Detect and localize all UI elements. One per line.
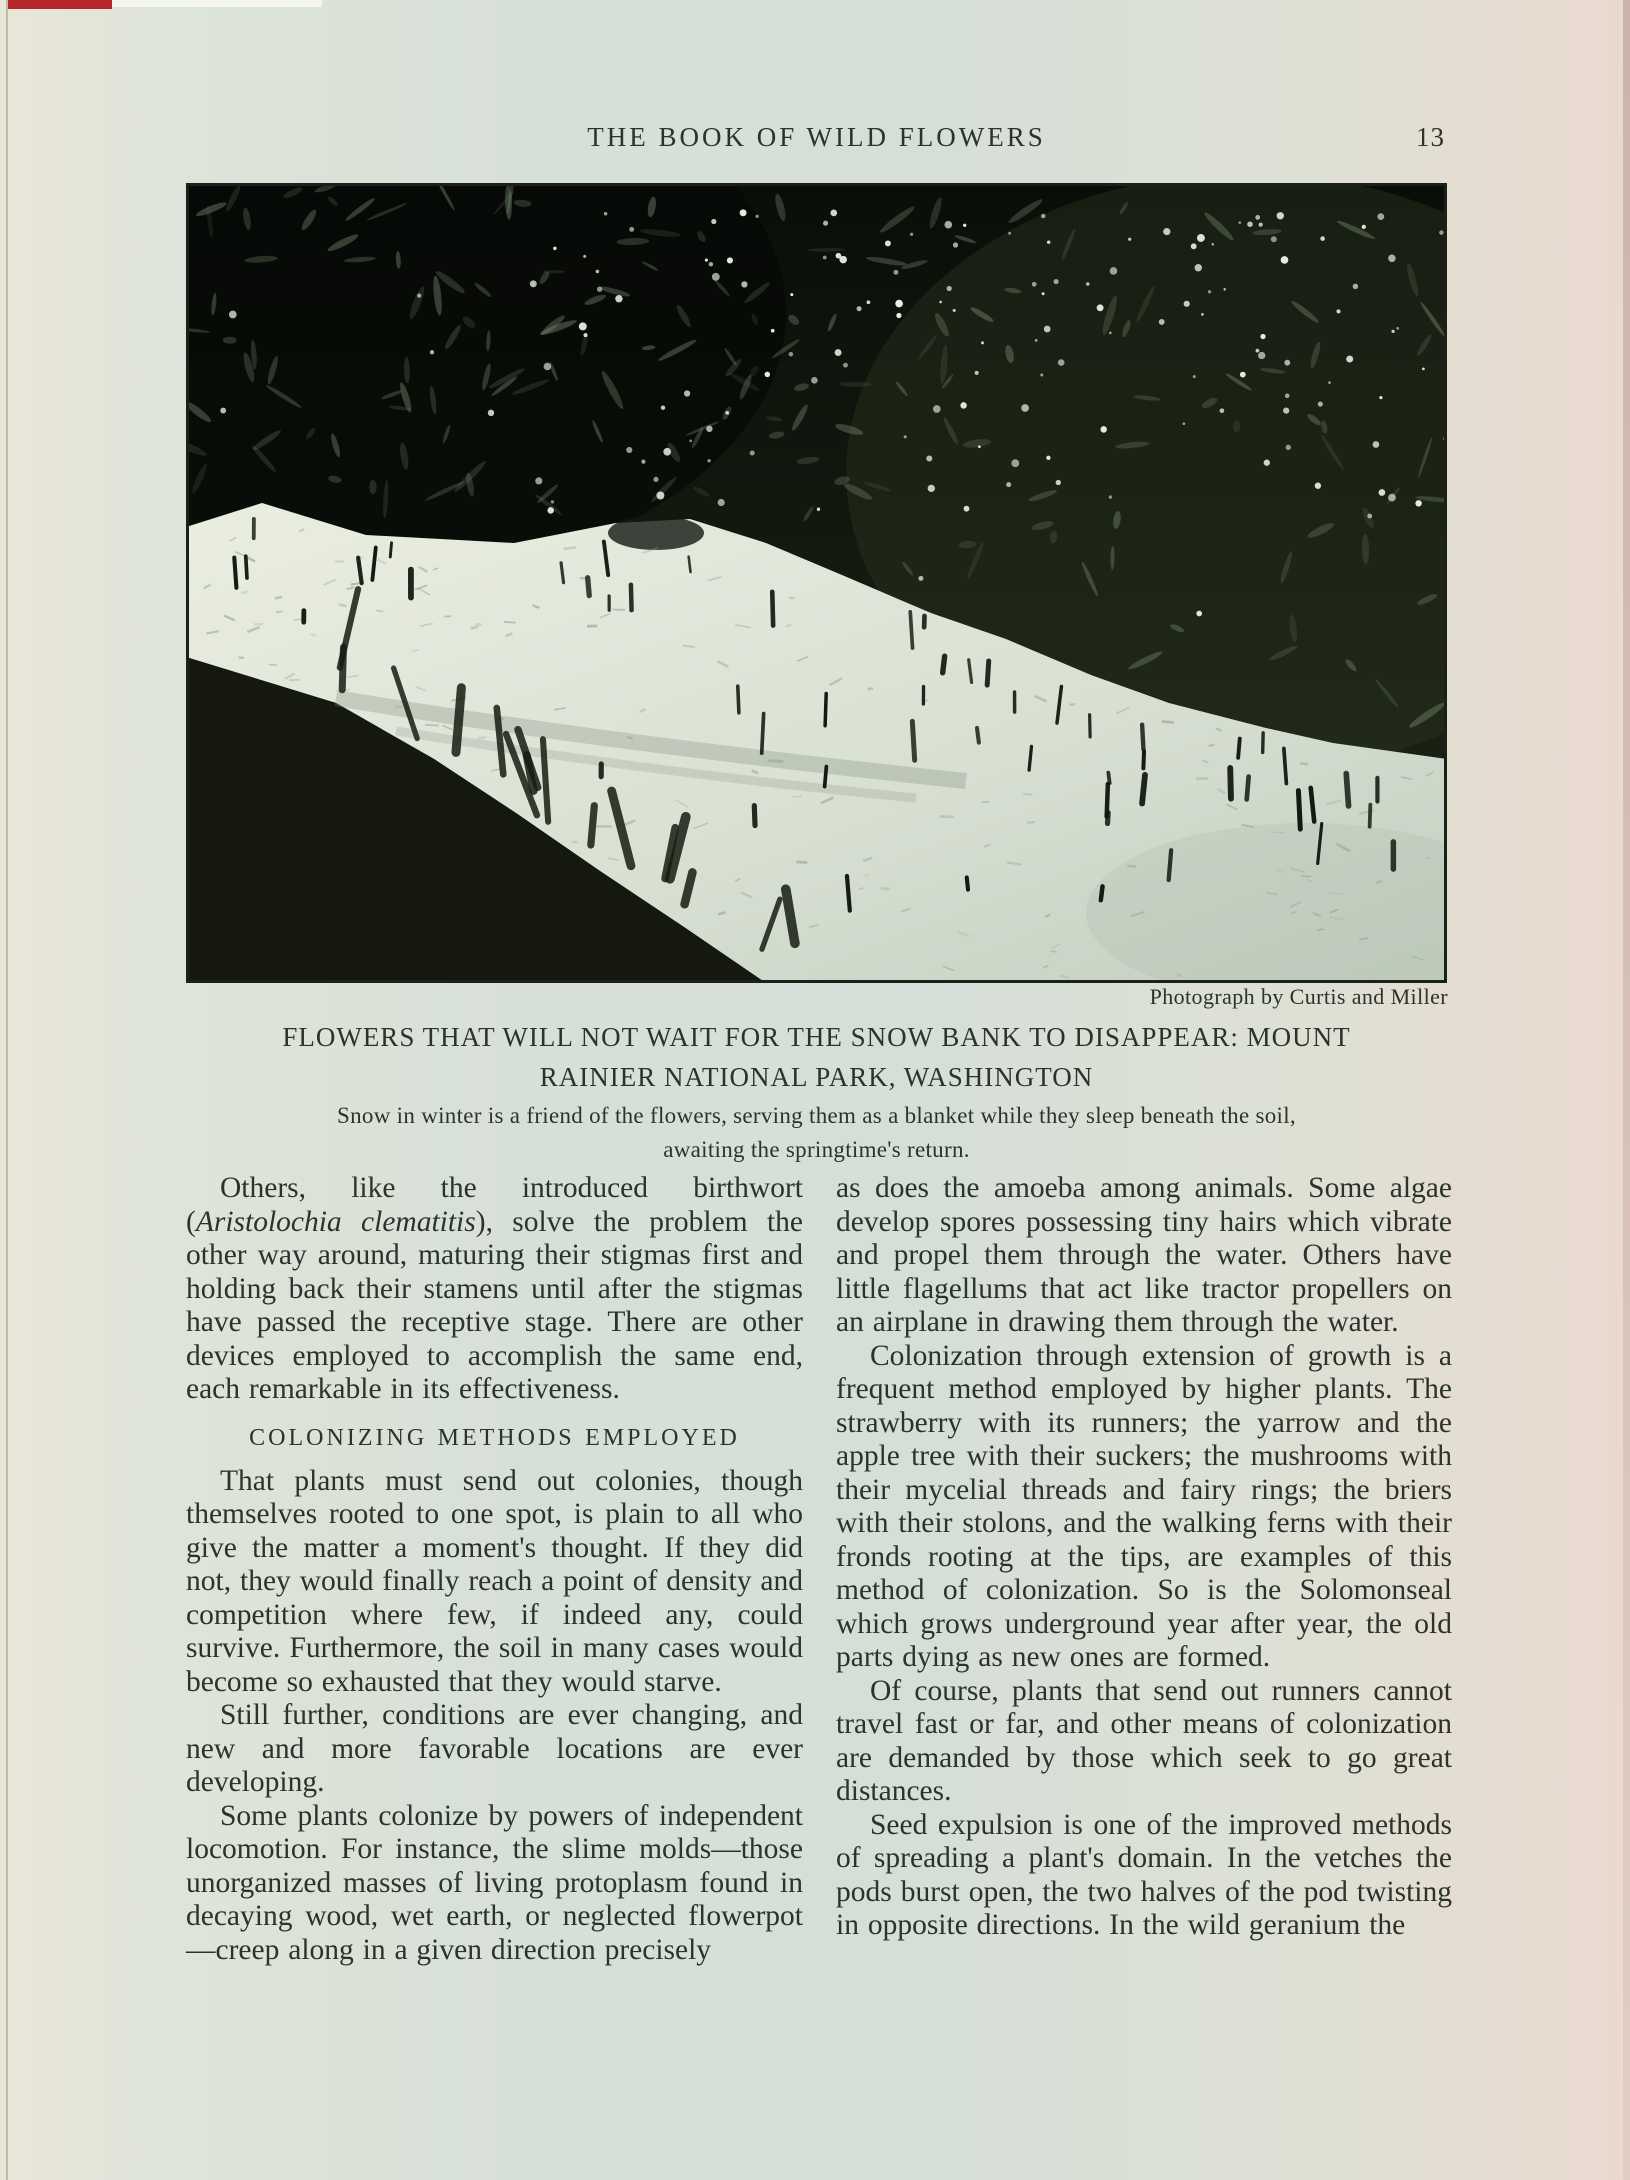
running-head (186, 122, 1447, 162)
paragraph-extension-growth: Colonization through extension of growth is a frequent method employed by higher plants. The strawberry with its runners; the yarrow and the apple tree with their suckers; the mushrooms with their mycelial threads and fairy rings; the briers with their stolons, and the walking ferns with their fronds rooting at the tips, are examples of this method of colonization. So is the Solomonseal which grows underground year after year, the old parts dying as new ones are formed. (836, 1339, 1452, 1673)
paragraph-text: ), solve the problem the other way around, maturing their stigmas first and holding back their stamens until after the stigmas have passed the receptive stage. There are other devices employed to accomplish the same end, each remarkable in its effectiveness. (186, 1205, 804, 1405)
paragraph-text: Others, like the introduced birthwort ( (186, 1172, 803, 1238)
paragraph-colonies: That plants must send out colonies, though themselves rooted to one spot, is plain to all who give the matter a moment's thought. If they did not, they would finally reach a point of density and competition where few, if indeed any, could survive. Furthermore, the soil in many cases would become so exhausted that they would starve. (186, 1464, 803, 1698)
column-left (186, 1172, 803, 1967)
caption-subtitle-line2: awaiting the springtime's return. (663, 1137, 970, 1162)
photo-figure (186, 183, 1447, 983)
paragraph-amoeba: as does the amoeba among animals. Some algae develop spores possessing tiny hairs which vibrate and propel them through the water. Others have little flagellums that act like tractor propellers on an airplane in drawing them through the water. (836, 1172, 1452, 1338)
paragraph-runners: Of course, plants that send out runners cannot travel fast or far, and other means of colonization are demanded by those which seek to go great distances. (836, 1674, 1452, 1807)
scan-edge-white-mark (112, 0, 322, 7)
paragraph-birthwort (186, 1172, 803, 1407)
snowbank-photo (186, 183, 1447, 983)
column-right (836, 1172, 1452, 1943)
paragraph-locomotion: Some plants colonize by powers of independent locomotion. For instance, the slime molds—those unorganized masses of living protoplasm found in decaying wood, wet earth, or neglected flowerpot—creep along in a given direction precisely (186, 1799, 803, 1966)
section-heading: COLONIZING METHODS EMPLOYED (249, 1424, 740, 1451)
photo-credit: Photograph by Curtis and Miller (1149, 984, 1448, 1009)
paragraph-conditions: Still further, conditions are ever changing, and new and more favorable locations are ever developing. (186, 1699, 803, 1798)
scan-edge-red-mark (8, 0, 112, 9)
caption-subtitle-line1: Snow in winter is a friend of the flowers, serving them as a blanket while they sleep beneath the soil, (337, 1103, 1296, 1128)
photo-foliage-tuft (608, 516, 704, 550)
paragraph-seed-expulsion: Seed expulsion is one of the improved methods of spreading a plant's domain. In the vetches the pods burst open, the two halves of the pod twisting in opposite directions. In the wild geranium the (836, 1808, 1452, 1941)
latin-plant-name: Aristolochia clematitis (195, 1205, 476, 1238)
book-title: THE BOOK OF WILD FLOWERS (587, 122, 1046, 152)
page-number: 13 (1416, 122, 1445, 152)
caption-title-line1: FLOWERS THAT WILL NOT WAIT FOR THE SNOW BANK TO DISAPPEAR: MOUNT (282, 1022, 1351, 1052)
caption-title-line2: RAINIER NATIONAL PARK, WASHINGTON (539, 1062, 1094, 1092)
